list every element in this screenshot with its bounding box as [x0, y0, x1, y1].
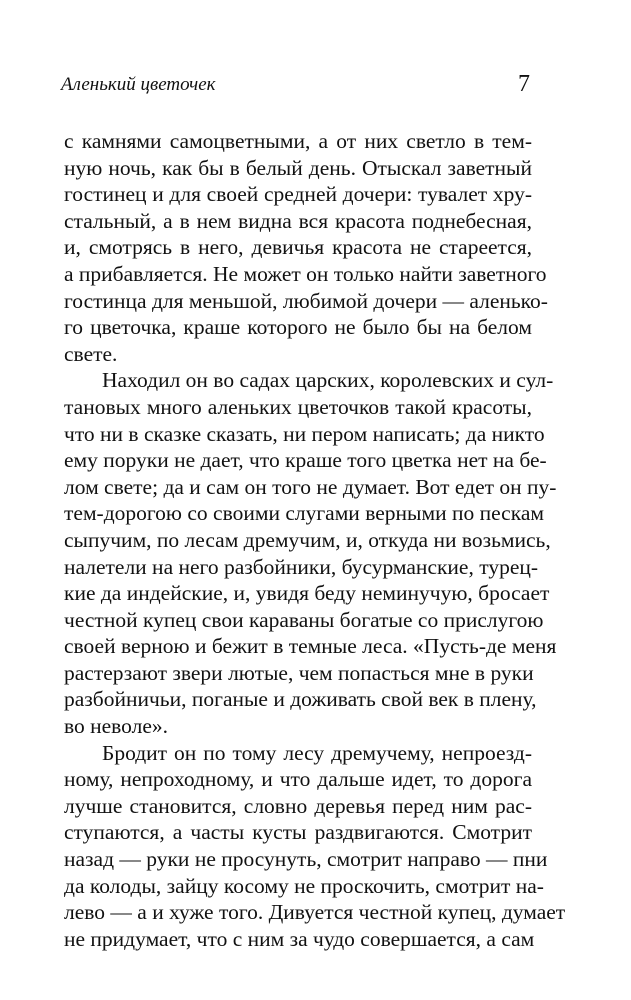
text-line: тем-дорогою со своими слугами верными по пескам: [64, 501, 544, 526]
text-line: да колоды, зайцу косому не проскочить, смотрит на-: [64, 873, 544, 898]
text-line: ступаются, а часты кусты раздвигаются. Смотрит: [64, 820, 532, 845]
text-line: с камнями самоцветными, а от них светло в тем-: [64, 129, 532, 153]
page-number: 7: [518, 71, 530, 97]
text-line: налетели на него разбойники, бусурманские, турец-: [64, 554, 539, 579]
text-line: разбойничьи, поганые и доживать свой век в плену,: [64, 687, 537, 712]
text-line: назад — руки не просунуть, смотрит направо — пни: [64, 847, 548, 872]
text-line: ную ночь, как бы в белый день. Отыскал заветный: [64, 155, 532, 180]
text-line: лом свете; да и сам он того не думает. Вот едет он пу-: [64, 474, 557, 499]
text-line: ному, непроходному, и что дальше идет, то дорога: [64, 767, 532, 792]
text-line: лучше становится, словно деревья перед ним рас-: [64, 793, 532, 818]
text-line: что ни в сказке сказать, ни пером написать; да никто: [64, 421, 545, 446]
text-line: ему поруки не дает, что краше того цветка нет на бе-: [64, 448, 547, 473]
text-line: во неволе».: [64, 714, 169, 739]
text-line: не придумает, что с ним за чудо совершается, а сам: [64, 926, 535, 951]
text-line: гостинца для меньшой, любимой дочери — аленько-: [64, 288, 548, 313]
text-line: лево — а и хуже того. Дивуется честной купец, думает: [64, 900, 566, 925]
text-line: а прибавляется. Не может он только найти заветного: [64, 261, 547, 286]
text-line: своей верною и бежит в темные леса. «Пусть-де меня: [64, 634, 557, 659]
text-line: тановых много аленьких цветочков такой красоты,: [64, 394, 532, 419]
text-line: свете.: [64, 341, 118, 366]
text-line: Находил он во садах царских, королевских и сул-: [102, 368, 554, 393]
text-line: стальный, а в нем видна вся красота поднебесная,: [64, 208, 532, 233]
text-line: гостинец и для своей средней дочери: тувалет хру-: [64, 182, 532, 207]
book-title: Аленький цветочек: [61, 74, 216, 95]
text-line: кие да индейские, и, увидя беду неминучую, бросает: [64, 581, 550, 606]
text-line: го цветочка, краше которого не было бы на белом: [64, 315, 532, 340]
text-line: Бродит он по тому лесу дремучему, непроезд-: [102, 740, 532, 765]
text-line: растерзают звери лютые, чем попасться мне в руки: [64, 660, 534, 685]
text-line: честной купец свои караваны богатые со прислугою: [64, 607, 544, 632]
page-body: [64, 128, 566, 952]
text-line: и, смотрясь в него, девичья красота не стареется,: [64, 235, 532, 260]
text-line: сыпучим, по лесам дремучим, и, откуда ни возьмись,: [64, 527, 551, 552]
